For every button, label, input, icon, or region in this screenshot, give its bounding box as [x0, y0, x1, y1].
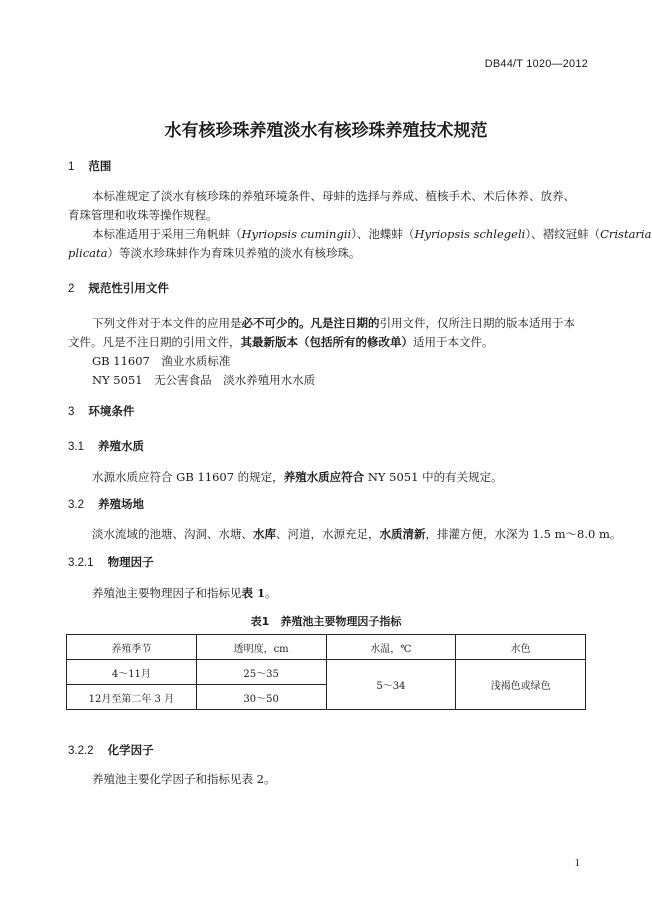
paragraph: 育珠管理和收珠等操作规程。: [68, 208, 218, 222]
table-header-cell: 养殖季节: [67, 635, 197, 660]
paragraph: 本标准规定了淡水有核珍珠的养殖环境条件、母蚌的选择与养成、植核手术、术后休养、放养、: [92, 189, 575, 203]
table-cell: 5～34: [326, 660, 456, 710]
table-cell: 30～50: [196, 685, 326, 710]
section-number: 1: [68, 161, 75, 173]
paragraph: 文件。凡是不注日期的引用文件，其最新版本（包括所有的修改单）适用于本文件。: [68, 335, 494, 349]
paragraph: plicata）等淡水珍珠蚌作为育珠贝养殖的淡水有核珍珠。: [68, 246, 361, 260]
table-cell: 4～11月: [67, 660, 197, 685]
table-header-row: [67, 635, 586, 660]
page-number: 1: [574, 857, 580, 869]
page-title: 水有核珍珠养殖淡水有核珍珠养殖技术规范: [164, 121, 488, 141]
paragraph: 养殖池主要化学因子和指标见表 2。: [92, 772, 276, 786]
section-3-2-2-heading: 3.2.2 化学因子: [68, 743, 154, 757]
paragraph: 淡水流域的池塘、沟洞、水塘、水库、河道，水源充足，水质清新，排灌方便，水深为 1.5 m～8.0 m。: [92, 527, 622, 541]
section-1-heading: [68, 158, 111, 174]
table-row: [67, 660, 586, 685]
standard-code: DB44/T 1020—2012: [484, 58, 588, 70]
table-header-cell: 水色: [456, 635, 586, 660]
paragraph: 养殖池主要物理因子和指标见表 1。: [92, 586, 277, 600]
section-2-heading: 2 规范性引用文件: [68, 281, 169, 295]
table-caption: 表1 养殖池主要物理因子指标: [250, 615, 402, 628]
table-header-cell: 水温，℃: [326, 635, 456, 660]
paragraph: 下列文件对于本文件的应用是必不可少的。凡是注日期的引用文件，仅所注日期的版本适用于本: [92, 316, 575, 330]
table-cell: 浅褐色或绿色: [456, 660, 586, 710]
table-cell: 25～35: [196, 660, 326, 685]
section-3-2-heading: 3.2 养殖场地: [68, 497, 144, 511]
section-3-heading: 3 环境条件: [68, 404, 135, 418]
section-title: 范围: [88, 159, 112, 173]
reference-item: NY 5051 无公害食品 淡水养殖用水水质: [92, 373, 316, 387]
physical-factors-table: [66, 634, 586, 710]
table-header-cell: 透明度，cm: [196, 635, 326, 660]
table-cell: 12月至第二年 3 月: [67, 685, 197, 710]
paragraph: 本标准适用于采用三角帆蚌（Hyriopsis cumingii）、池蝶蚌（Hyriopsis schlegeli）、褶纹冠蚌（Cristaria: [92, 227, 652, 241]
section-3-2-1-heading: 3.2.1 物理因子: [68, 555, 154, 569]
reference-item: GB 11607 渔业水质标准: [92, 354, 231, 368]
paragraph: 水源水质应符合 GB 11607 的规定，养殖水质应符合 NY 5051 中的有关规定。: [92, 470, 503, 484]
section-3-1-heading: 3.1 养殖水质: [68, 439, 144, 453]
